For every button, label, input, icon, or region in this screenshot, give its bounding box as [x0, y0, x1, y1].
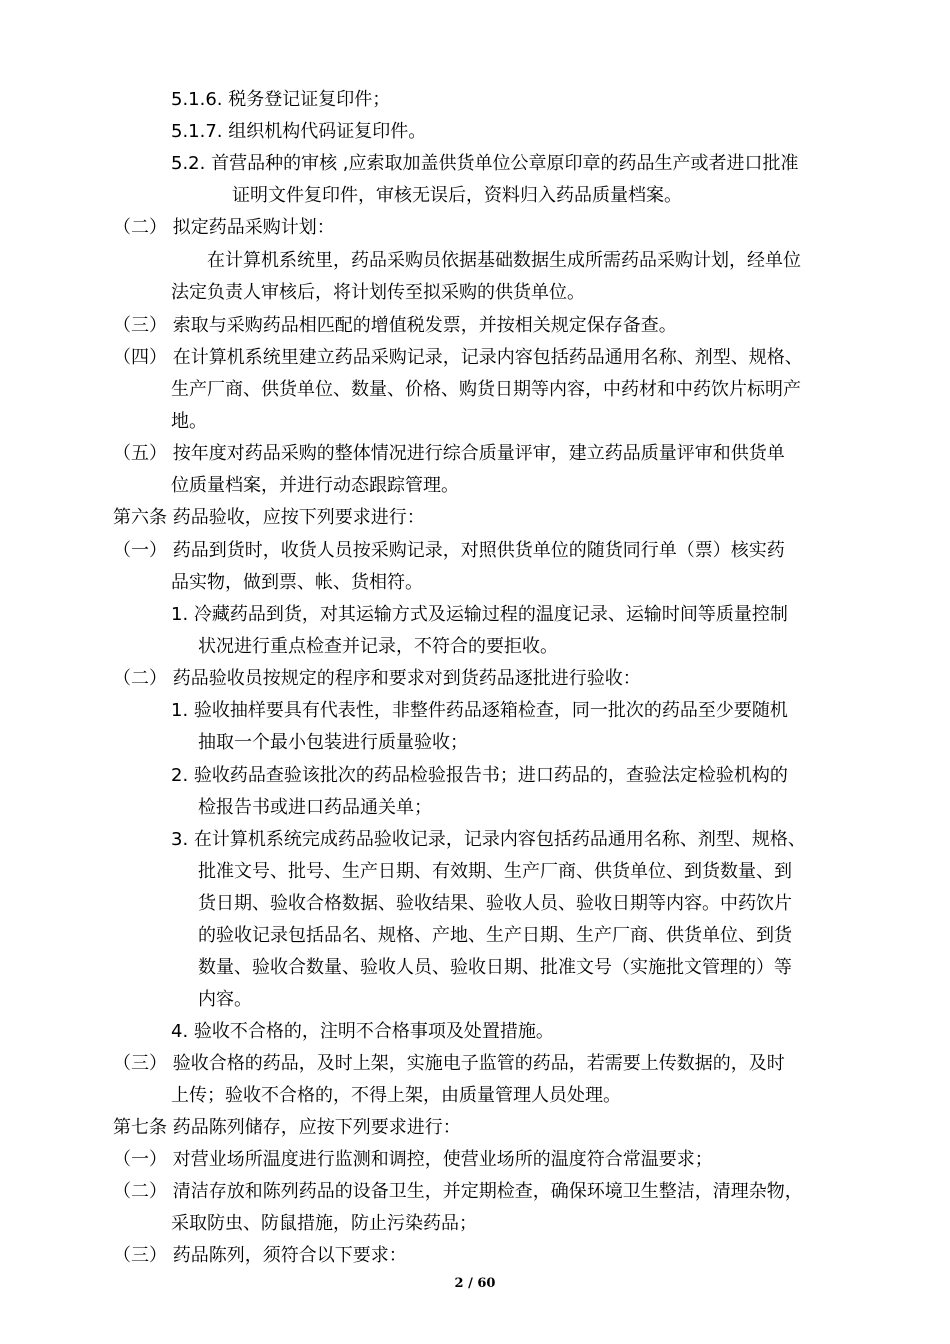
text-line: （三） 药品陈列，须符合以下要求：: [113, 1245, 407, 1266]
text-line: 位质量档案，并进行动态跟踪管理。: [171, 475, 459, 496]
text-line: （三） 索取与采购药品相匹配的增值税发票，并按相关规定保存备查。: [113, 315, 677, 336]
text-line: 抽取一个最小包装进行质量验收；: [198, 732, 468, 753]
text-line: 5.1.7. 组织机构代码证复印件。: [171, 121, 427, 142]
text-line: 法定负责人审核后，将计划传至拟采购的供货单位。: [171, 282, 585, 303]
text-line: 在计算机系统里，药品采购员依据基础数据生成所需药品采购计划，经单位: [207, 250, 801, 271]
text-line: 证明文件复印件，审核无误后，资料归入药品质量档案。: [232, 185, 682, 206]
text-line: 5.2. 首营品种的审核 ,应索取加盖供货单位公章原印章的药品生产或者进口批准: [171, 153, 799, 174]
text-line: 上传；验收不合格的，不得上架，由质量管理人员处理。: [171, 1085, 621, 1106]
text-line: （四） 在计算机系统里建立药品采购记录，记录内容包括药品通用名称、剂型、规格、: [113, 347, 803, 368]
text-line: 1. 验收抽样要具有代表性，非整件药品逐箱检查，同一批次的药品至少要随机: [171, 700, 788, 721]
text-line: 的验收记录包括品名、规格、产地、生产日期、生产厂商、供货单位、到货: [198, 925, 792, 946]
text-line: （二） 药品验收员按规定的程序和要求对到货药品逐批进行验收：: [113, 668, 641, 689]
text-line: 检报告书或进口药品通关单；: [198, 797, 432, 818]
text-line: 地。: [171, 411, 207, 432]
text-line: 状况进行重点检查并记录，不符合的要拒收。: [198, 636, 558, 657]
text-line: 采取防虫、防鼠措施，防止污染药品；: [171, 1213, 477, 1234]
text-line: 货日期、验收合格数据、验收结果、验收人员、验收日期等内容。中药饮片: [198, 893, 792, 914]
text-line: （一） 对营业场所温度进行监测和调控，使营业场所的温度符合常温要求；: [113, 1149, 713, 1170]
text-line: （二） 清洁存放和陈列药品的设备卫生，并定期检查，确保环境卫生整洁，清理杂物，: [113, 1181, 803, 1202]
article-heading: 第七条 药品陈列储存，应按下列要求进行：: [113, 1117, 461, 1138]
page-number: 2 / 60: [454, 1276, 496, 1291]
text-line: 4. 验收不合格的，注明不合格事项及处置措施。: [171, 1021, 554, 1042]
text-line: 5.1.6. 税务登记证复印件；: [171, 89, 391, 110]
text-line: 3. 在计算机系统完成药品验收记录，记录内容包括药品通用名称、剂型、规格、: [171, 829, 806, 850]
text-line: （一） 药品到货时，收货人员按采购记录，对照供货单位的随货同行单（票）核实药: [113, 540, 785, 561]
text-line: 品实物，做到票、帐、货相符。: [171, 572, 423, 593]
text-line: 1. 冷藏药品到货，对其运输方式及运输过程的温度记录、运输时间等质量控制: [171, 604, 788, 625]
text-line: （二） 拟定药品采购计划：: [113, 217, 335, 238]
text-line: （五） 按年度对药品采购的整体情况进行综合质量评审，建立药品质量评审和供货单: [113, 443, 785, 464]
article-heading: 第六条 药品验收，应按下列要求进行：: [113, 507, 425, 528]
text-line: 批准文号、批号、生产日期、有效期、生产厂商、供货单位、到货数量、到: [198, 861, 792, 882]
text-line: 生产厂商、供货单位、数量、价格、购货日期等内容，中药材和中药饮片标明产: [171, 379, 801, 400]
text-line: 数量、验收合数量、验收人员、验收日期、批准文号（实施批文管理的）等: [198, 957, 792, 978]
text-line: （三） 验收合格的药品，及时上架，实施电子监管的药品，若需要上传数据的，及时: [113, 1053, 785, 1074]
text-line: 2. 验收药品查验该批次的药品检验报告书；进口药品的，查验法定检验机构的: [171, 765, 788, 786]
text-line: 内容。: [198, 989, 252, 1010]
